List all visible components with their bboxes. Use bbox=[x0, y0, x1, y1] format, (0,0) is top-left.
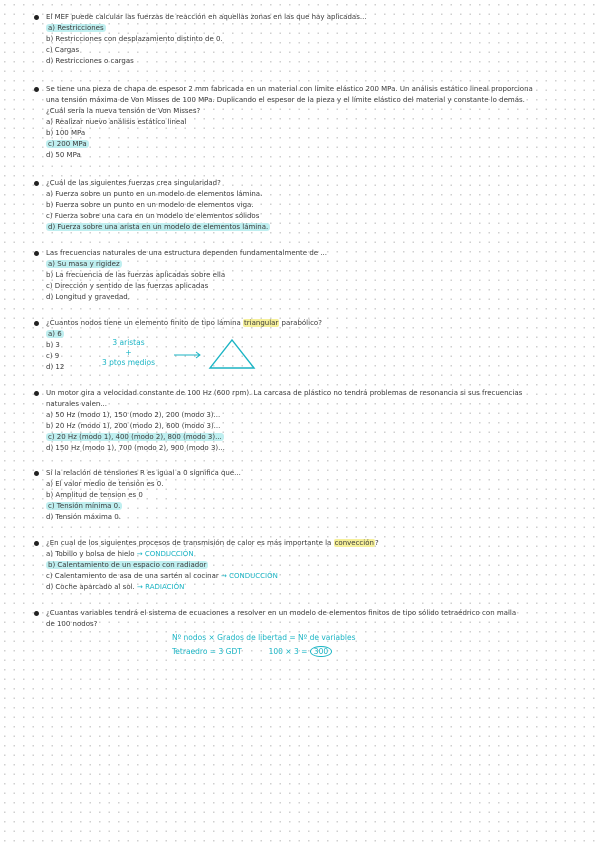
option-a: a) 6 bbox=[48, 330, 62, 338]
option-b: b) Restricciones con desplazamiento distinto de 0. bbox=[46, 35, 223, 43]
option-d: d) Coche aparcado al sol. → RADIACIÓN bbox=[46, 583, 185, 591]
question-7 bbox=[32, 468, 588, 523]
option-d: d) Fuerza sobre una arista en un modelo de elementos lámina. bbox=[48, 223, 269, 231]
question-8 bbox=[32, 538, 588, 593]
formula: Nº nodos × Grados de libertad = Nº de variables bbox=[172, 633, 356, 642]
handwritten-note: 3 aristas + 3 ptos medios bbox=[102, 338, 155, 367]
question-stem-line: una tensión máxima de Von Misses de 100 MPa. Duplicando el espesor de la pieza y el límite elástico del material y constante lo demás. bbox=[46, 96, 525, 104]
option-a: a) Restricciones bbox=[48, 24, 104, 32]
option-c: c) 200 MPa bbox=[48, 140, 87, 148]
question-stem: ¿Cuantas variables tendrá el sistema de ecuaciones a resolver en un modelo de elementos finitos de tipo sólido tetraédrico con malla bbox=[32, 608, 588, 619]
question-5 bbox=[32, 318, 588, 373]
option-a: a) 50 Hz (modo 1), 150 (modo 2), 200 (modo 3)... bbox=[46, 411, 221, 419]
bullet-icon bbox=[34, 181, 39, 186]
option-a: a) Fuerza sobre un punto en un modelo de elementos lámina. bbox=[46, 190, 263, 198]
option-c: c) Tensión mínima 0. bbox=[48, 502, 121, 510]
question-stem: ¿En cual de los siguientes procesos de transmisión de calor es más importante la convección? bbox=[32, 538, 588, 549]
option-d: d) Longitud y gravedad. bbox=[46, 293, 130, 301]
question-3 bbox=[32, 178, 588, 233]
question-stem: Un motor gira a velocidad constante de 100 Hz (600 rpm). La carcasa de plástico no tendrá problemas de resonancia si sus frecuencias bbox=[32, 388, 588, 399]
option-c: c) 9 bbox=[46, 352, 60, 360]
question-stem: Se tiene una pieza de chapa de espesor 2 mm fabricada en un material con límite elástico 200 MPa. Un análisis estático lineal proporciona bbox=[32, 84, 588, 95]
option-c: c) Dirección y sentido de las fuerzas aplicadas bbox=[46, 282, 209, 290]
triangle-sketch bbox=[172, 338, 262, 372]
option-d: d) Tensión máxima 0. bbox=[46, 513, 121, 521]
option-d: d) 150 Hz (modo 1), 700 (modo 2), 900 (modo 3)... bbox=[46, 444, 225, 452]
question-stem: Si la relación de tensiones R es igual a 0 significa que... bbox=[32, 468, 588, 479]
question-stem-line: ¿Cuál sería la nueva tensión de Von Misses? bbox=[46, 107, 201, 115]
option-b: b) 3 bbox=[46, 341, 60, 349]
question-1 bbox=[32, 12, 588, 67]
bullet-icon bbox=[34, 251, 39, 256]
answer-circled: 300 bbox=[310, 646, 332, 657]
option-d: d) Restricciones o cargas bbox=[46, 57, 134, 65]
option-d: d) 50 MPa bbox=[46, 151, 81, 159]
option-a: a) El valor medio de tensión es 0. bbox=[46, 480, 164, 488]
triangle-icon bbox=[210, 340, 254, 368]
option-a: a) Tobillo y bolsa de hielo → CONDUCCIÓN bbox=[46, 550, 194, 558]
annotation: → CONDUCCIÓN bbox=[136, 550, 194, 558]
question-6 bbox=[32, 388, 588, 454]
question-stem-line: de 100 nodos? bbox=[46, 620, 98, 628]
option-d: d) 12 bbox=[46, 363, 65, 371]
question-4 bbox=[32, 248, 588, 303]
option-b: b) 20 Hz (modo 1), 200 (modo 2), 600 (modo 3)... bbox=[46, 422, 221, 430]
option-a: a) Realizar nuevo análisis estático lineal bbox=[46, 118, 187, 126]
option-c: c) Cargas bbox=[46, 46, 80, 54]
option-a: a) Su masa y rigidez bbox=[48, 260, 120, 268]
option-c: c) 20 Hz (modo 1), 400 (modo 2), 800 (modo 3)... bbox=[48, 433, 222, 441]
option-b: b) Calentamiento de un espacio con radiador bbox=[48, 561, 207, 569]
question-stem: Las frecuencias naturales de una estructura dependen fundamentalmente de ... bbox=[32, 248, 588, 259]
question-stem: ¿Cuantos nodos tiene un elemento finito de tipo lámina triangular parabólico? bbox=[32, 318, 588, 329]
annotation: → CONDUCCIÓN bbox=[221, 572, 278, 580]
question-2 bbox=[32, 84, 588, 161]
question-stem-line: naturales valen... bbox=[46, 400, 107, 408]
question-stem: ¿Cuál de las siguientes fuerzas crea singularidad? bbox=[32, 178, 588, 189]
bullet-icon bbox=[34, 471, 39, 476]
bullet-icon bbox=[34, 321, 39, 326]
question-9 bbox=[32, 608, 588, 656]
bullet-icon bbox=[34, 611, 39, 616]
bullet-icon bbox=[34, 541, 39, 546]
question-stem: El MEF puede calcular las fuerzas de reacción en aquellas zonas en las que hay aplicadas... bbox=[32, 12, 588, 23]
bullet-icon bbox=[34, 391, 39, 396]
option-b: b) Amplitud de tension es 0 bbox=[46, 491, 143, 499]
option-b: b) La frecuencia de las fuerzas aplicadas sobre ella bbox=[46, 271, 226, 279]
option-b: b) Fuerza sobre un punto en un modelo de elementos viga. bbox=[46, 201, 254, 209]
option-c: c) Fuerza sobre una cara en un modelo de elementos sólidos bbox=[46, 212, 260, 220]
annotation: → RADIACIÓN bbox=[137, 583, 185, 591]
calculation: Tetraedro = 3 GDT 100 × 3 = 300 bbox=[172, 646, 332, 658]
option-c: c) Calentamiento de asa de una sartén al cocinar → CONDUCCIÓN bbox=[46, 572, 278, 580]
bullet-icon bbox=[34, 15, 39, 20]
bullet-icon bbox=[34, 87, 39, 92]
option-b: b) 100 MPa bbox=[46, 129, 86, 137]
